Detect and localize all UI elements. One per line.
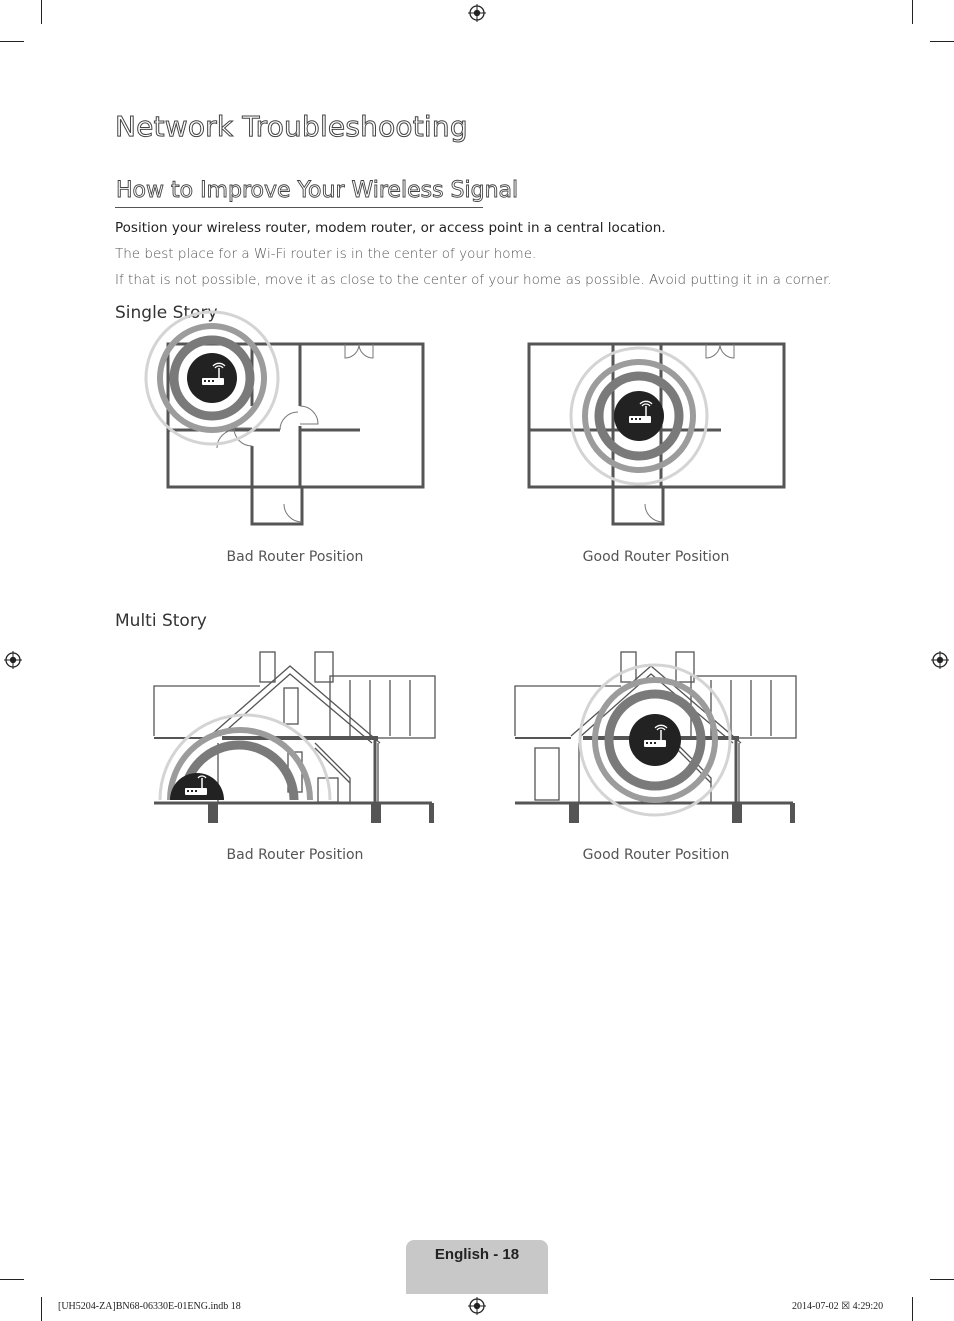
title-underline — [115, 207, 483, 208]
body-line: If that is not possible, move it as close to the center of your home as possible. Avoid putting it in a corner. — [115, 272, 832, 288]
crop-mark — [0, 1279, 24, 1280]
caption-good-single: Good Router Position — [582, 549, 730, 565]
crop-mark — [930, 1279, 954, 1280]
multi-story-heading: Multi Story — [115, 611, 207, 631]
crop-mark — [930, 41, 954, 42]
registration-mark-icon — [468, 1297, 486, 1315]
caption-bad-single: Bad Router Position — [226, 549, 364, 565]
crop-mark — [912, 1297, 913, 1321]
print-slug-left: [UH5204-ZA]BN68-06330E-01ENG.indb 18 — [58, 1301, 241, 1312]
floorplan-bad-router — [160, 336, 435, 536]
section-title: How to Improve Your Wireless Signal — [116, 178, 519, 203]
registration-mark-icon — [4, 651, 22, 669]
crop-mark — [41, 1297, 42, 1321]
house-bad-router — [150, 648, 442, 828]
lead-paragraph: Position your wireless router, modem router, or access point in a central location. — [115, 220, 666, 236]
caption-good-multi: Good Router Position — [582, 847, 730, 863]
house-good-router — [511, 648, 803, 828]
print-slug-right: 2014-07-02 ☒ 4:29:20 — [792, 1301, 884, 1312]
floorplan-good-router — [521, 336, 796, 536]
caption-bad-multi: Bad Router Position — [226, 847, 364, 863]
page-title: Network Troubleshooting — [115, 110, 468, 143]
crop-mark — [41, 0, 42, 24]
single-story-heading: Single Story — [115, 303, 218, 323]
page-number-tab — [406, 1240, 548, 1294]
registration-mark-icon — [468, 4, 486, 22]
body-line: The best place for a Wi-Fi router is in the center of your home. — [115, 246, 537, 262]
crop-mark — [0, 41, 24, 42]
crop-mark — [912, 0, 913, 24]
registration-mark-icon — [931, 651, 949, 669]
page-number-label: English - 18 — [434, 1246, 520, 1263]
